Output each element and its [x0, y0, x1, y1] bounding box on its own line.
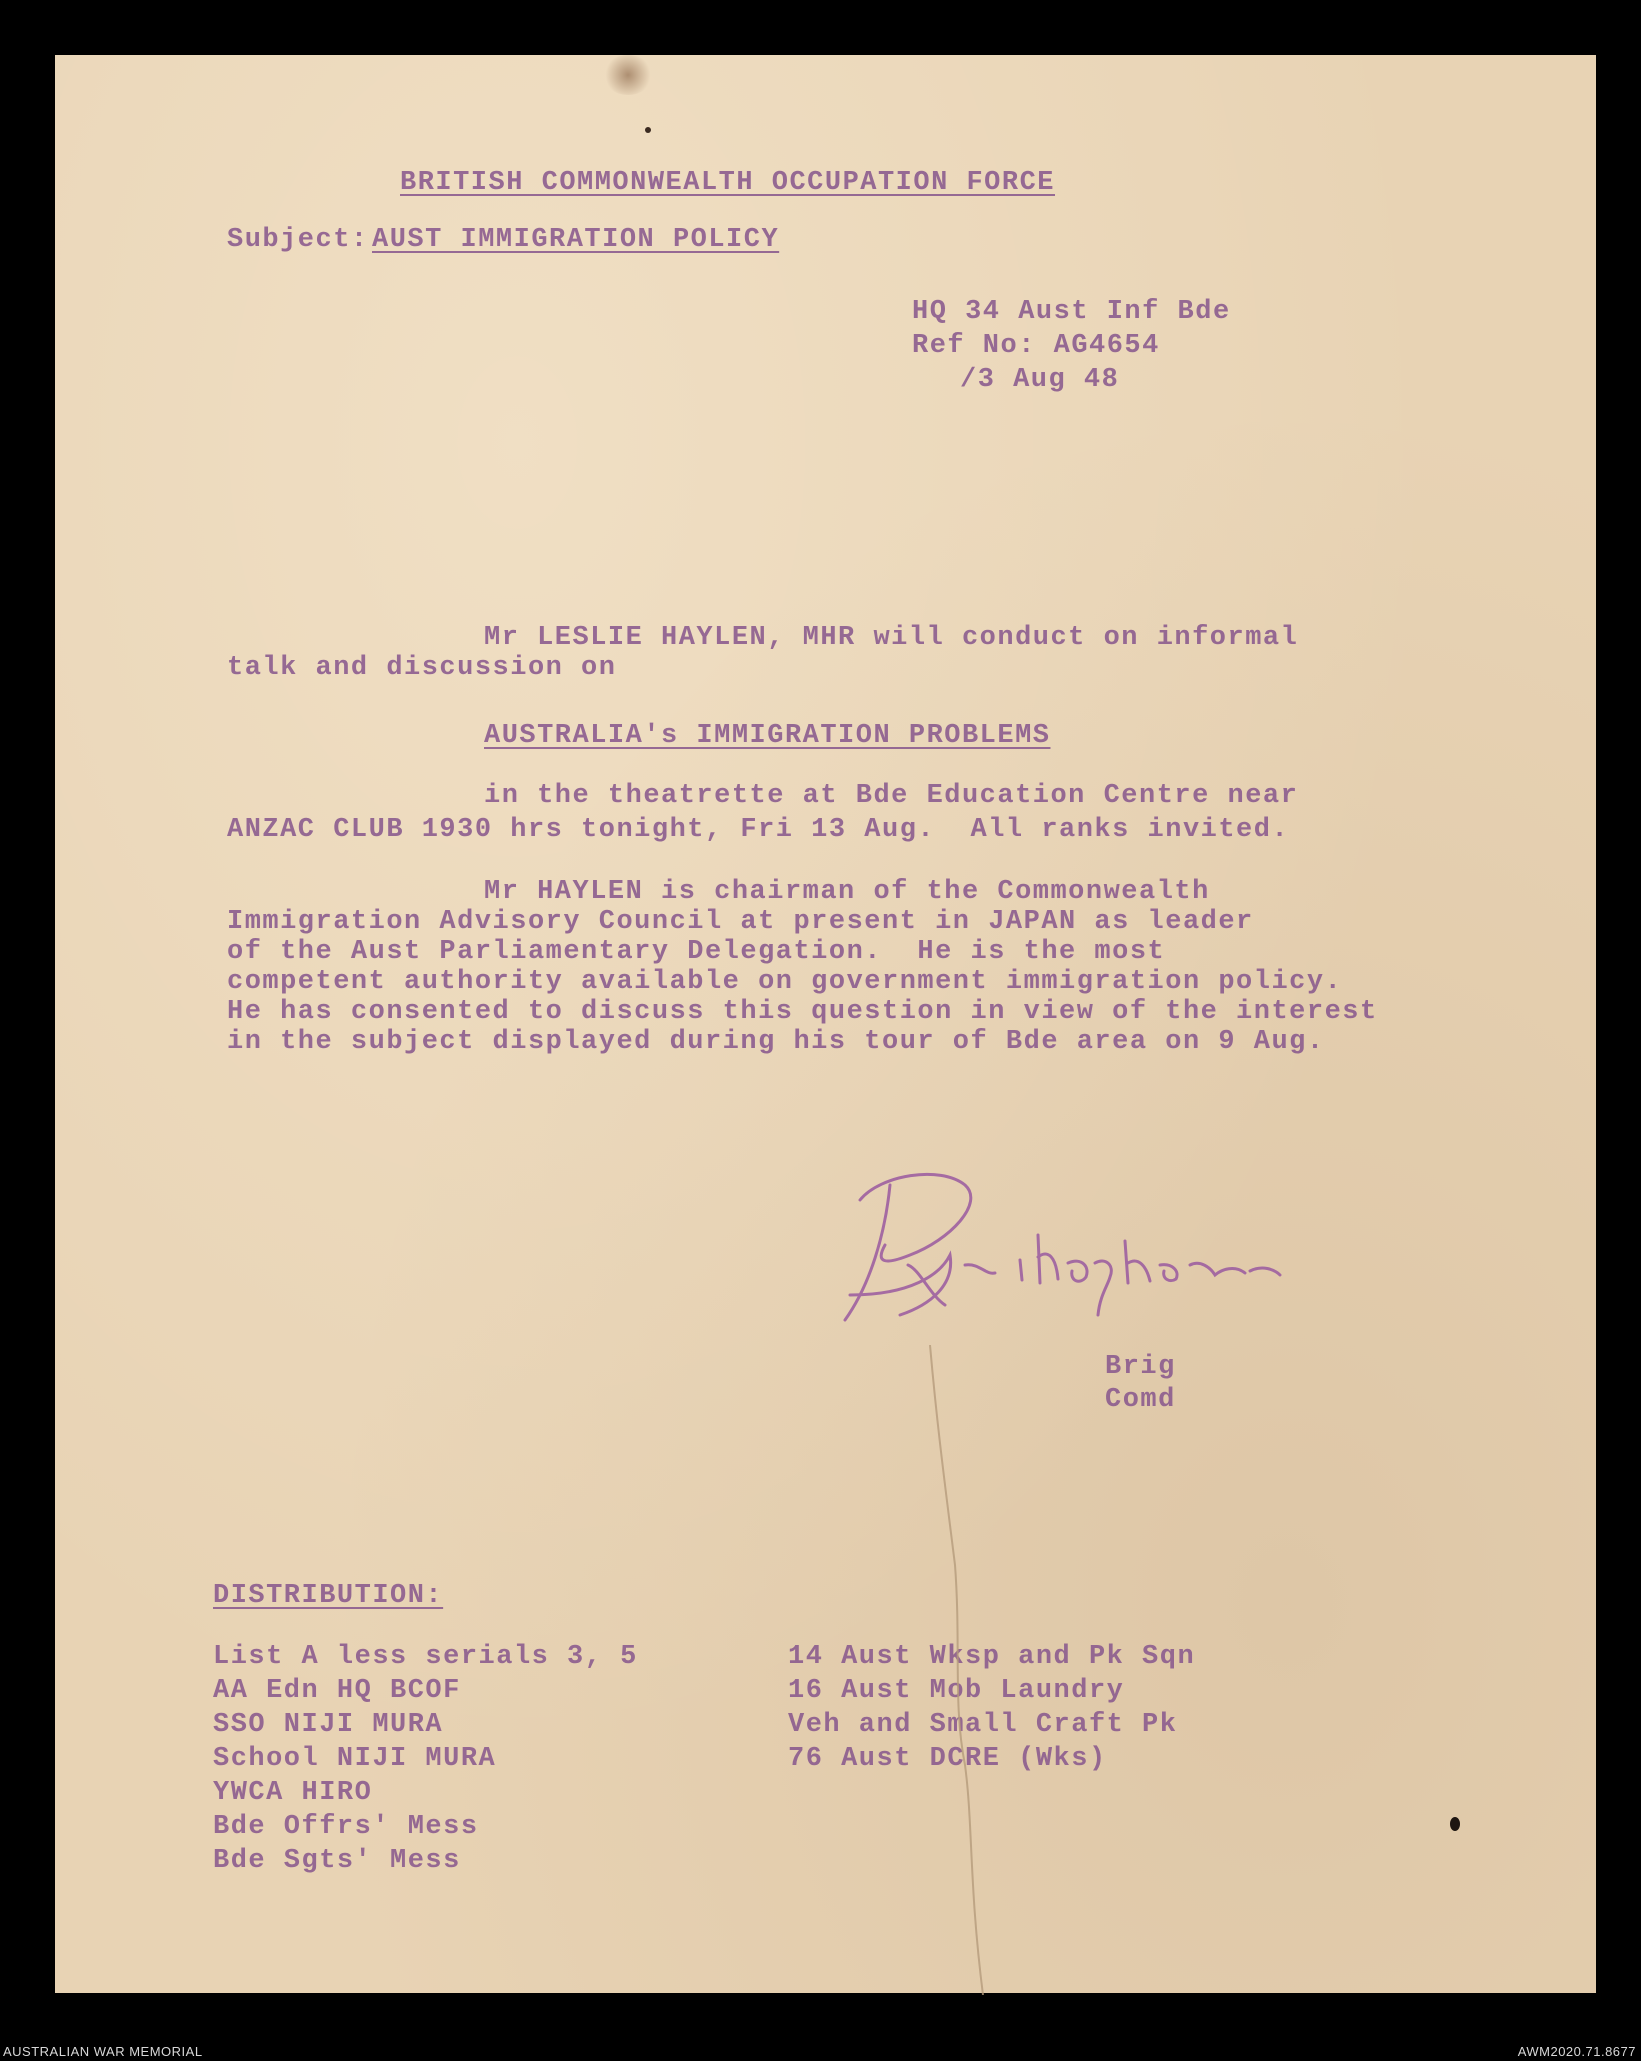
signatory-rank: Brig	[1105, 1352, 1176, 1382]
talk-title: AUSTRALIA's IMMIGRATION PROBLEMS	[484, 721, 1051, 751]
document-date: /3 Aug 48	[960, 365, 1120, 395]
list-item: AA Edn HQ BCOF	[213, 1676, 461, 1706]
handwritten-signature	[790, 1145, 1350, 1335]
body-line: He has consented to discuss this question in view of the interest	[227, 997, 1378, 1027]
list-item: List A less serials 3, 5	[213, 1642, 638, 1672]
list-item: YWCA HIRO	[213, 1778, 373, 1808]
archive-footer-right: AWM2020.71.8677	[1517, 2044, 1636, 2059]
list-item: Veh and Small Craft Pk	[788, 1710, 1178, 1740]
list-item: 14 Aust Wksp and Pk Sqn	[788, 1642, 1196, 1672]
body-line: Mr LESLIE HAYLEN, MHR will conduct on informal	[484, 623, 1299, 653]
body-line: of the Aust Parliamentary Delegation. He is the most	[227, 937, 1166, 967]
ink-dot-mark	[1450, 1817, 1460, 1831]
body-line: Mr HAYLEN is chairman of the Commonwealth	[484, 877, 1210, 907]
body-line: in the subject displayed during his tour of Bde area on 9 Aug.	[227, 1027, 1325, 1057]
org-heading: BRITISH COMMONWEALTH OCCUPATION FORCE	[400, 168, 1055, 198]
list-item: 16 Aust Mob Laundry	[788, 1676, 1125, 1706]
list-item: Bde Offrs' Mess	[213, 1812, 479, 1842]
subject-label: Subject:	[227, 225, 369, 255]
body-line: in the theatrette at Bde Education Centre near	[484, 781, 1299, 811]
list-item: SSO NIJI MURA	[213, 1710, 444, 1740]
signatory-role: Comd	[1105, 1385, 1176, 1415]
body-line: ANZAC CLUB 1930 hrs tonight, Fri 13 Aug. All ranks invited.	[227, 815, 1290, 845]
archive-footer-left: AUSTRALIAN WAR MEMORIAL	[3, 2044, 203, 2059]
body-line: competent authority available on government immigration policy.	[227, 967, 1343, 997]
list-item: Bde Sgts' Mess	[213, 1846, 461, 1876]
distribution-left-list	[213, 1640, 638, 1878]
body-line: Immigration Advisory Council at present in JAPAN as leader	[227, 907, 1254, 937]
subject-title: AUST IMMIGRATION POLICY	[372, 225, 780, 255]
ref-number: Ref No: AG4654	[912, 331, 1160, 361]
distribution-heading: DISTRIBUTION:	[213, 1581, 444, 1611]
list-item: School NIJI MURA	[213, 1744, 497, 1774]
hq-reference: HQ 34 Aust Inf Bde	[912, 297, 1231, 327]
paper-crease	[925, 1345, 1005, 1995]
body-line: talk and discussion on	[227, 653, 617, 683]
stain-mark	[603, 55, 653, 95]
document-page	[55, 55, 1596, 1993]
list-item: 76 Aust DCRE (Wks)	[788, 1744, 1107, 1774]
punch-hole-mark	[645, 127, 651, 133]
